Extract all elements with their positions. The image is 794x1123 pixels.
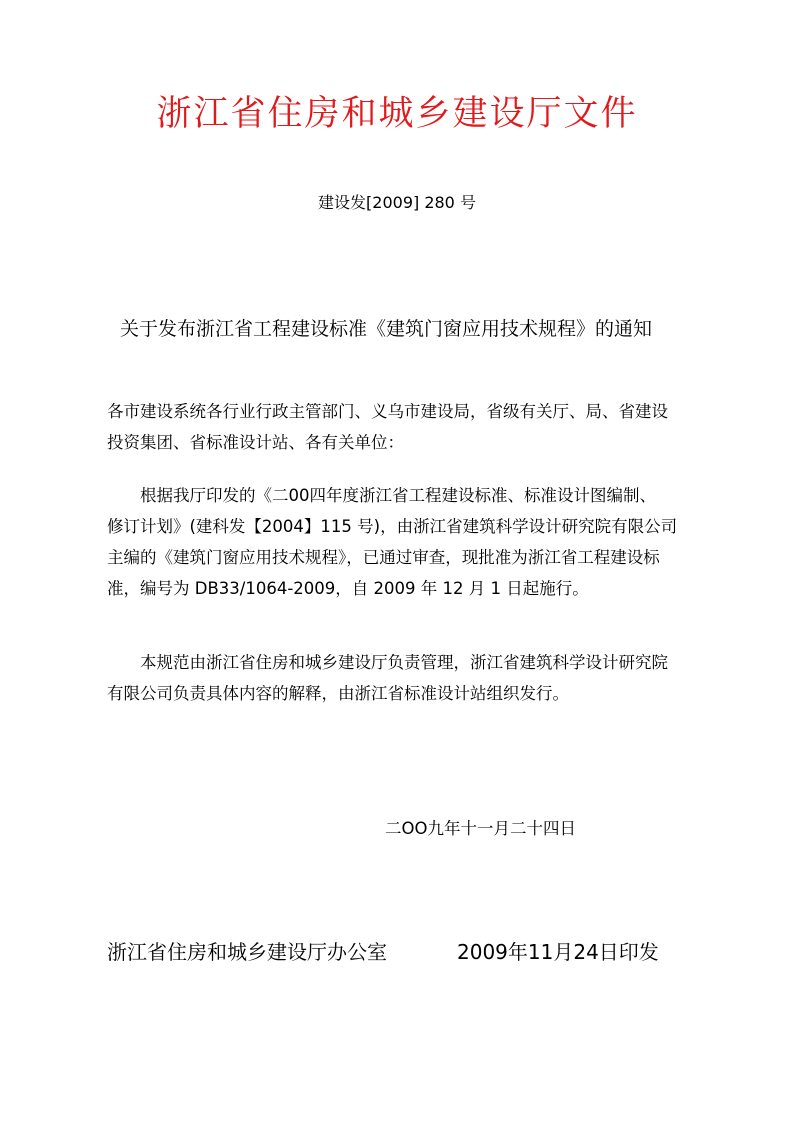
paragraph-line: 根据我厅印发的《二00四年度浙江省工程建设标准、标准设计图编制、 bbox=[140, 486, 656, 505]
addressee-line: 各市建设系统各行业行政主管部门、义乌市建设局，省级有关厅、局、省建设 bbox=[107, 402, 668, 421]
paragraph-line: 有限公司负责具体内容的解释，由浙江省标准设计站组织发行。 bbox=[107, 684, 569, 703]
paragraph-line: 准，编号为 DB33/1064-2009，自 2009 年 12 月 1 日起施行。 bbox=[107, 579, 589, 598]
document-header-title: 浙江省住房和城乡建设厅文件 bbox=[156, 94, 638, 134]
notice-title: 关于发布浙江省工程建设标准《建筑门窗应用技术规程》的通知 bbox=[120, 318, 653, 340]
paragraph-line: 修订计划》(建科发【2004】115 号)，由浙江省建筑科学设计研究院有限公司 bbox=[107, 517, 678, 536]
addressee bbox=[107, 396, 737, 458]
issuing-office: 浙江省住房和城乡建设厅办公室 bbox=[107, 940, 387, 964]
body-paragraph-1 bbox=[107, 480, 737, 604]
paragraph-line: 主编的《建筑门窗应用技术规程》，已通过审查，现批准为浙江省工程建设标 bbox=[107, 548, 660, 567]
document-date: 二OO九年十一月二十四日 bbox=[385, 819, 576, 838]
addressee-line: 投资集团、省标准设计站、各有关单位： bbox=[107, 433, 404, 452]
document-number: 建设发[2009] 280 号 bbox=[318, 193, 476, 212]
body-paragraph-2 bbox=[107, 647, 737, 709]
document-footer bbox=[107, 936, 707, 965]
issue-date: 2009年11月24日印发 bbox=[457, 940, 659, 964]
paragraph-line: 本规范由浙江省住房和城乡建设厅负责管理，浙江省建筑科学设计研究院 bbox=[140, 653, 668, 672]
